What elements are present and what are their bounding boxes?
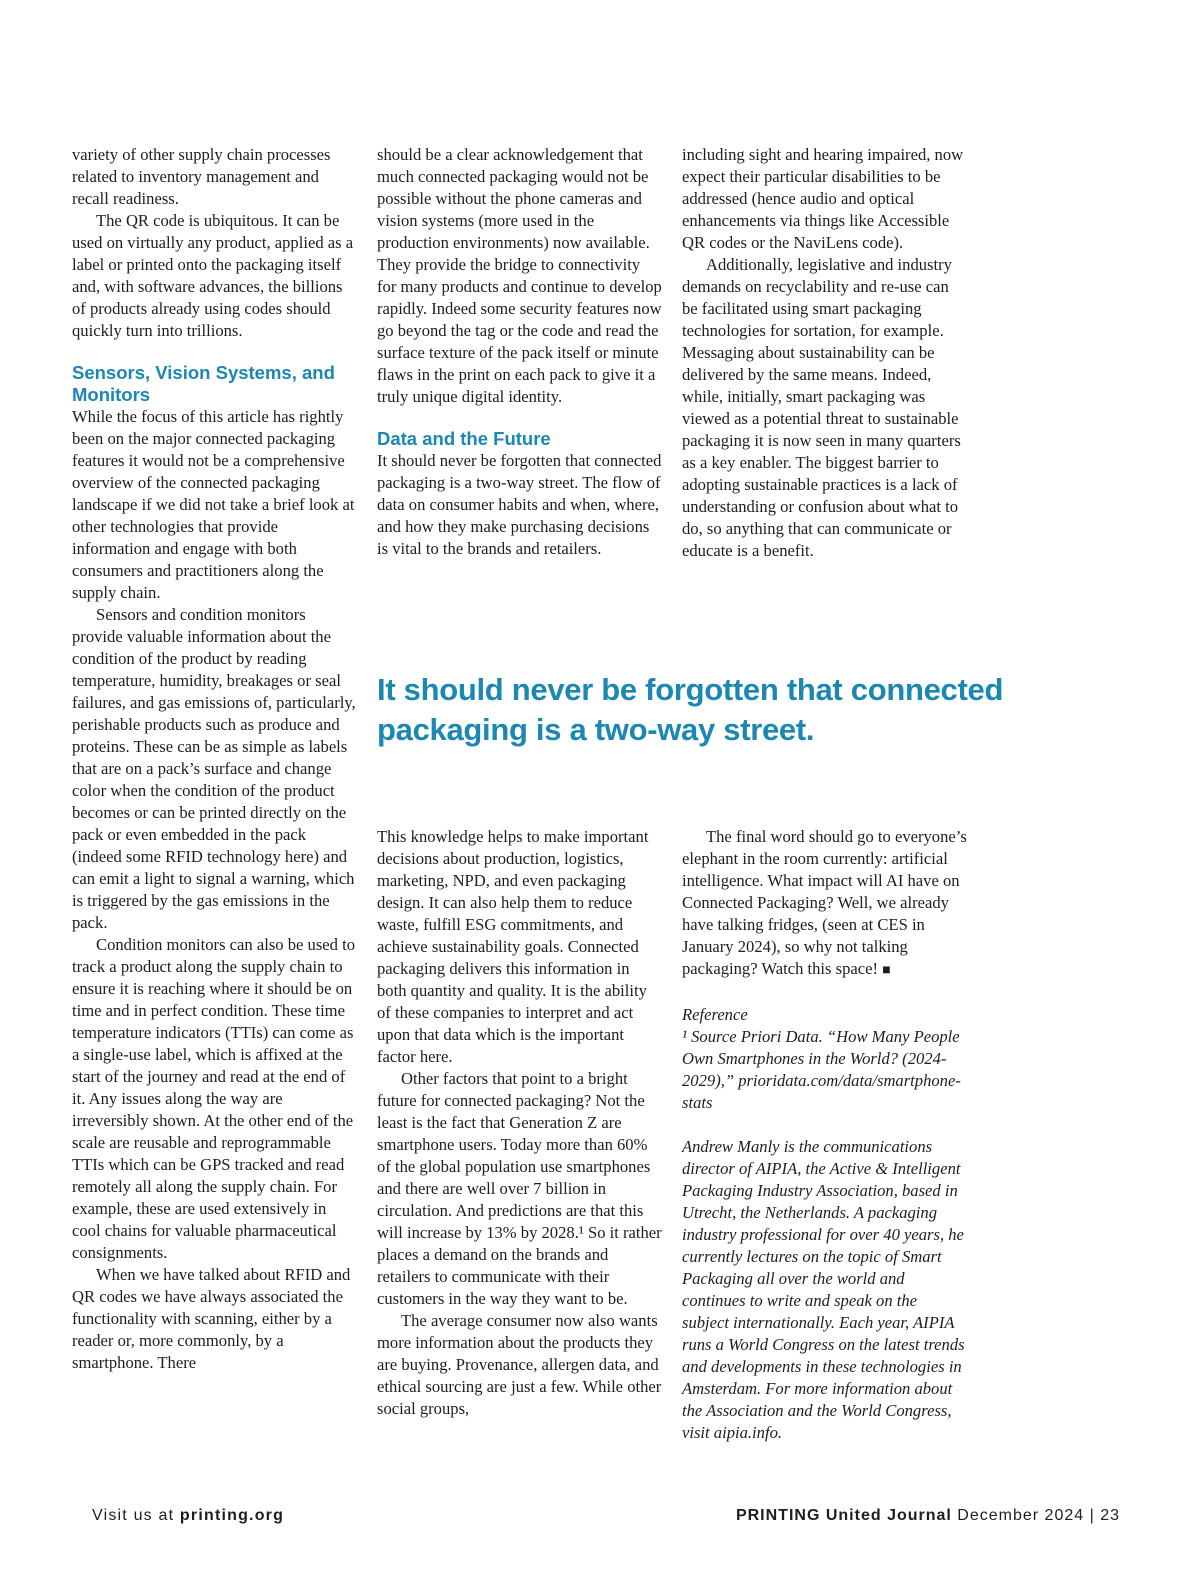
reference-text: ¹ Source Priori Data. “How Many People Own Smartphones in the World? (2024-2029),” prioridata.com/data/smartphone-stats [682, 1027, 961, 1112]
footer-journal: United Journal [820, 1507, 952, 1524]
column-3 [682, 144, 967, 562]
paragraph: variety of other supply chain processes related to inventory management and recall readiness. [72, 145, 331, 208]
author-bio: Andrew Manly is the communications director of AIPIA, the Active & Intelligent Packaging Industry Association, based in Utrecht, the Netherlands. A packaging industry professional for over 40 years, he currently lectures on the topic of Smart Packaging all over the world and continues to write and speak on the subject internationally. Each year, AIPIA runs a World Congress on the latest trends and developments in these technologies in Amsterdam. For more information about the Association and the World Congress, visit aipia.info. [682, 1137, 965, 1442]
paragraph [682, 826, 967, 982]
column-3-lower [682, 826, 967, 1444]
reference-label: Reference [682, 1005, 748, 1024]
column-2-lower [377, 826, 662, 1420]
column-2 [377, 144, 662, 560]
section-heading-sensors: Sensors, Vision Systems, and Monitors [72, 362, 335, 405]
footer-brand: PRINTING [735, 1507, 821, 1524]
end-mark-icon: ■ [882, 963, 891, 978]
paragraph: The average consumer now also wants more information about the products they are buying. Provenance, allergen data, and ethical sourcing are just a few. While other social groups, [377, 1311, 662, 1418]
footer-issue-page: December 2024 | 23 [951, 1507, 1120, 1524]
paragraph: The QR code is ubiquitous. It can be used on virtually any product, applied as a label or printed onto the packaging itself and, with software advances, the billions of products already using codes should quickly turn into trillions. [72, 211, 354, 340]
paragraph: It should never be forgotten that connected packaging is a two-way street. The flow of data on consumer habits and when, where, and how they make purchasing decisions is vital to the brands and retailers. [377, 451, 662, 558]
paragraph: When we have talked about RFID and QR codes we have always associated the functionality with scanning, either by a reader or, more commonly, by a smartphone. There [72, 1265, 351, 1372]
footer-right [736, 1507, 1120, 1525]
paragraph: While the focus of this article has rightly been on the major connected packaging features it would not be a comprehensive overview of the connected packaging landscape if we did not take a brief look at other technologies that provide information and engage with both consumers and practitioners along the supply chain. [72, 407, 355, 602]
paragraph: Other factors that point to a bright future for connected packaging? Not the least is the fact that Generation Z are smartphone users. Today more than 60% of the global population use smartphones and there are well over 7 billion in circulation. And predictions are that this will increase by 13% by 2028.¹ So it rather places a demand on the brands and retailers to communicate with their customers in the way they want to be. [377, 1069, 662, 1308]
footer-website-link[interactable]: printing.org [179, 1507, 285, 1524]
section-heading-data-future: Data and the Future [377, 428, 551, 449]
paragraph: including sight and hearing impaired, now expect their particular disabilities to be addressed (hence audio and optical enhancements via things like Accessible QR codes or the NaviLens code). [682, 145, 964, 252]
footer-visit-text: Visit us at [92, 1507, 180, 1524]
paragraph: Sensors and condition monitors provide valuable information about the condition of the product by reading temperature, humidity, breakages or seal failures, and gas emissions of, particularly, perishable products such as produce and proteins. These can be as simple as labels that are on a pack’s surface and change color when the condition of the product becomes or can be printed directly on the pack or even embedded in the pack (indeed some RFID technology here) and can emit a light to signal a warning, which is triggered by the gas emissions in the pack. [72, 605, 356, 932]
pull-quote: It should never be forgotten that connected packaging is a two-way street. [377, 672, 1004, 747]
paragraph: This knowledge helps to make important decisions about production, logistics, marketing, NPD, and even packaging design. It can also help them to reduce waste, fulfill ESG commitments, and achieve sustainability goals. Connected packaging delivers this information in both quantity and quality. It is the ability of these companies to interpret and act upon that data which is the important factor here. [377, 827, 649, 1066]
paragraph: should be a clear acknowledgement that much connected packaging would not be possible without the phone cameras and vision systems (more used in the production environments) now available. They provide the bridge to connectivity for many products and continue to develop rapidly. Indeed some security features now go beyond the tag or the code and read the surface texture of the pack itself or minute flaws in the print on each pack to give it a truly unique digital identity. [377, 145, 662, 406]
paragraph: Condition monitors can also be used to track a product along the supply chain to ensure it is reaching where it should be on time and in perfect condition. These time temperature indicators (TTIs) can come as a single-use label, which is affixed at the start of the journey and read at the end of it. Any issues along the way are irreversibly shown. At the other end of the scale are reusable and reprogrammable TTIs which can be GPS tracked and read remotely all along the supply chain. For example, these are used extensively in cool chains for valuable pharmaceutical consignments. [72, 935, 356, 1262]
column-1 [72, 144, 357, 1374]
paragraph: Additionally, legislative and industry demands on recyclability and re-use can be facilitated using smart packaging technologies for sortation, for example. Messaging about sustainability can be delivered by the same means. Indeed, while, initially, smart packaging was viewed as a potential threat to sustainable packaging it is now seen in many quarters as a key enabler. The biggest barrier to adopting sustainable practices is a lack of understanding or confusion about what to do, so anything that can communicate or educate is a benefit. [682, 255, 961, 560]
closing-text: The final word should go to everyone’s elephant in the room currently: artificial intelligence. What impact will AI have on Connected Packaging? Well, we already have talking fridges, (seen at CES in January 2024), so why not talking packaging? Watch this space! [682, 827, 967, 978]
footer-left [92, 1507, 284, 1525]
